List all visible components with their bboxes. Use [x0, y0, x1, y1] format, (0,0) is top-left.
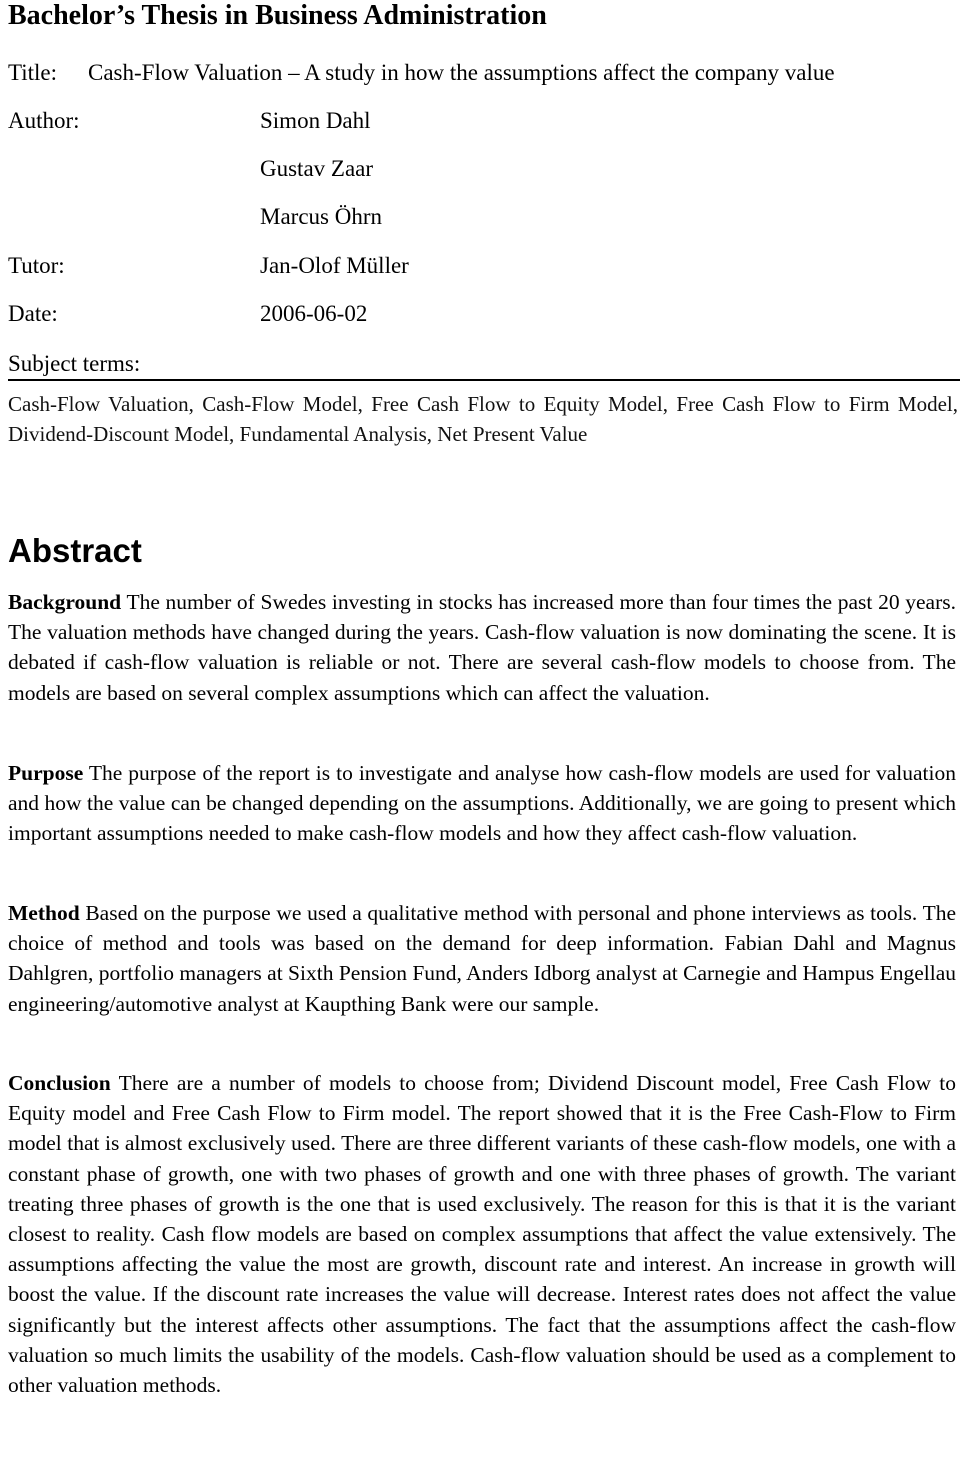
method-label: Method: [8, 901, 80, 925]
subject-terms-text: Cash-Flow Valuation, Cash-Flow Model, Free Cash Flow to Equity Model, Free Cash Flow to Firm Model, Dividend-Discount Model, Fundamental Analysis, Net Present Value: [8, 392, 958, 446]
date-value: 2006-06-02: [260, 301, 368, 326]
method-text: Based on the purpose we used a qualitative method with personal and phone interviews as tools. The choice of method and tools was based on the demand for deep information. Fabian Dahl and Magnus Dahlgren, portfolio managers at Sixth Pension Fund, Anders Idborg analyst at Carnegie and Hampus Engellau engineering/automotive analyst at Kaupthing Bank were our sample.: [8, 901, 956, 1016]
purpose-text: The purpose of the report is to investigate and analyse how cash-flow models are used for valuation and how the value can be changed depending on the assumptions. Additionally, we are going to present which important assumptions needed to make cash-flow models and how they affect cash-flow valuation.: [8, 761, 956, 846]
author-label: Author:: [8, 108, 80, 133]
date-label: Date:: [8, 301, 58, 326]
background-label: Background: [8, 590, 122, 614]
title-label: Title:: [8, 60, 58, 85]
author-name: Gustav Zaar: [260, 156, 374, 181]
author-name: Marcus Öhrn: [260, 204, 382, 229]
method-paragraph: [8, 898, 956, 1019]
tutor-value: Jan-Olof Müller: [260, 253, 409, 278]
tutor-label: Tutor:: [8, 253, 65, 278]
abstract-heading: Abstract: [8, 532, 142, 569]
title-value: Cash-Flow Valuation – A study in how the assumptions affect the company value: [88, 60, 835, 85]
background-text: The number of Swedes investing in stocks has increased more than four times the past 20 years. The valuation methods have changed during the years. Cash-flow valuation is now dominating the scene. It is debated if cash-flow valuation is reliable or not. There are several cash-flow models to choose from. The models are based on several complex assumptions which can affect the valuation.: [8, 590, 956, 705]
purpose-label: Purpose: [8, 761, 84, 785]
thesis-heading: Bachelor’s Thesis in Business Administration: [8, 0, 547, 31]
author-name: Simon Dahl: [260, 108, 371, 133]
background-paragraph: [8, 587, 956, 708]
conclusion-text: There are a number of models to choose from; Dividend Discount model, Free Cash Flow to Equity model and Free Cash Flow to Firm model. The report showed that it is the Free Cash-Flow to Firm model that is almost exclusively used. There are three different variants of these cash-flow models, one with a constant phase of growth, one with two phases of growth and one with three phases of growth. The variant treating three phases of growth is the one that is used exclusively. The reason for this is that it is the variant closest to reality. Cash flow models are based on complex assumptions that affect the value extensively. The assumptions affecting the value the most are growth, discount rate and interest. An increase in growth will boost the value. If the discount rate increases the value will decrease. Interest rates does not affect the value significantly but the interest affects other assumptions. The fact that the assumptions affect the cash-flow valuation so much limits the usability of the models. Cash-flow valuation should be used as a complement to other valuation methods.: [8, 1071, 956, 1398]
subject-terms-label: Subject terms:: [8, 351, 141, 376]
conclusion-paragraph: [8, 1068, 956, 1400]
divider-rule: [8, 379, 960, 381]
purpose-paragraph: [8, 758, 956, 849]
conclusion-label: Conclusion: [8, 1071, 111, 1095]
